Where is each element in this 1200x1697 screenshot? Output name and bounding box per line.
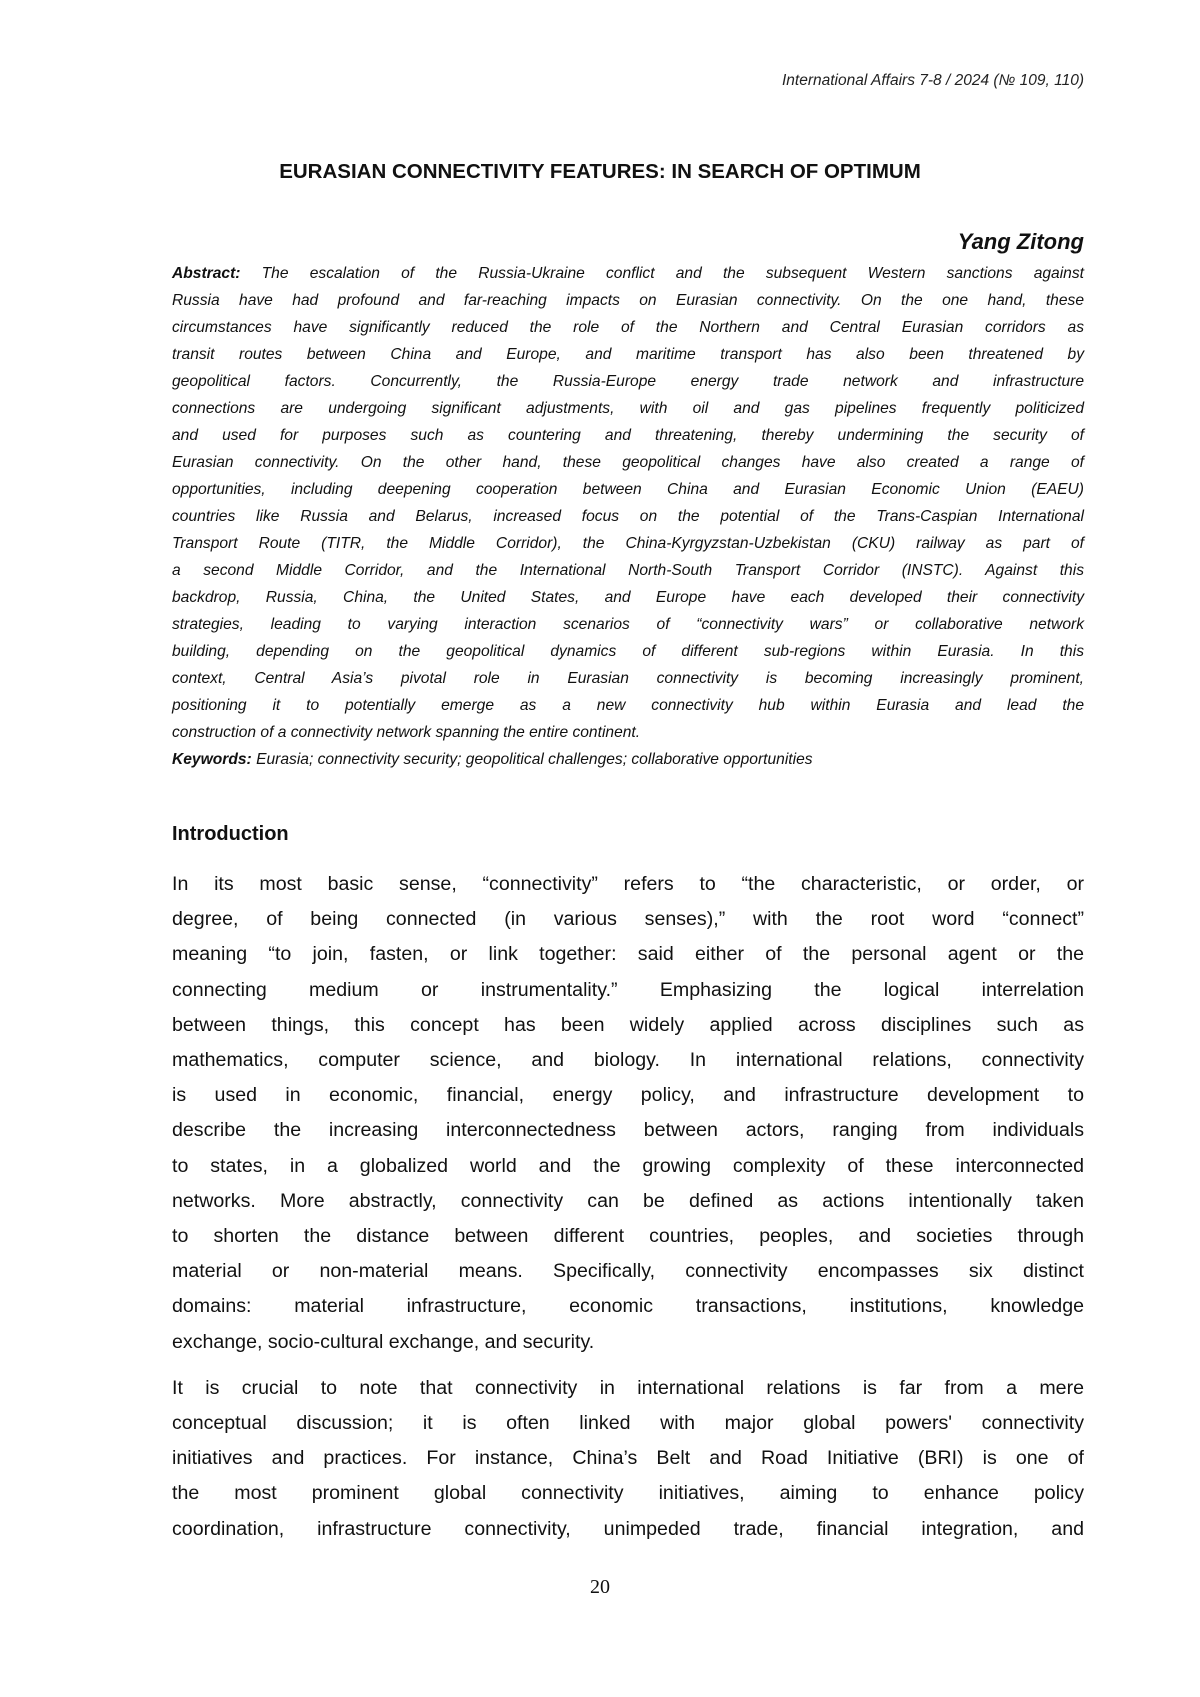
abstract [172,260,1084,773]
article-author: Yang Zitong [958,229,1084,255]
abstract-line: context, Central Asia’s pivotal role in Eurasian connectivity is becoming increasingly prominent, [172,665,1084,692]
abstract-text: The escalation of the Russia-Ukraine conflict and the subsequent Western sanctions against [262,265,1084,282]
abstract-line [172,260,1084,287]
body-paragraph [172,867,1084,1360]
abstract-line: a second Middle Corridor, and the International North-South Transport Corridor (INSTC). Against this [172,557,1084,584]
abstract-line: geopolitical factors. Concurrently, the Russia-Europe energy trade network and infrastructure [172,368,1084,395]
abstract-line: Transport Route (TITR, the Middle Corridor), the China-Kyrgyzstan-Uzbekistan (CKU) railway as part of [172,530,1084,557]
body-line: to shorten the distance between different countries, peoples, and societies through [172,1219,1084,1254]
journal-header: International Affairs 7-8 / 2024 (№ 109, 110) [782,72,1084,90]
abstract-line: opportunities, including deepening cooperation between China and Eurasian Economic Union (EAEU) [172,476,1084,503]
abstract-label: Abstract: [172,265,240,282]
body-line: is used in economic, financial, energy policy, and infrastructure development to [172,1078,1084,1113]
body-line: exchange, socio-cultural exchange, and security. [172,1325,1084,1360]
page-number: 20 [0,1576,1200,1599]
body-paragraph [172,1371,1084,1547]
body-line: degree, of being connected (in various senses),” with the root word “connect” [172,902,1084,937]
abstract-line: positioning it to potentially emerge as a new connectivity hub within Eurasia and lead the [172,692,1084,719]
abstract-line: countries like Russia and Belarus, increased focus on the potential of the Trans-Caspian International [172,503,1084,530]
abstract-line: strategies, leading to varying interaction scenarios of “connectivity wars” or collaborative network [172,611,1084,638]
abstract-line: and used for purposes such as countering and threatening, thereby undermining the security of [172,422,1084,449]
body-line: material or non-material means. Specifically, connectivity encompasses six distinct [172,1254,1084,1289]
body-line: mathematics, computer science, and biology. In international relations, connectivity [172,1043,1084,1078]
body-line: domains: material infrastructure, economic transactions, institutions, knowledge [172,1289,1084,1324]
abstract-line: Eurasian connectivity. On the other hand, these geopolitical changes have also created a range of [172,449,1084,476]
body-line: to states, in a globalized world and the growing complexity of these interconnected [172,1149,1084,1184]
body-line: In its most basic sense, “connectivity” refers to “the characteristic, or order, or [172,867,1084,902]
body-line: It is crucial to note that connectivity in international relations is far from a mere [172,1371,1084,1406]
body-line: the most prominent global connectivity initiatives, aiming to enhance policy [172,1476,1084,1511]
article-title: EURASIAN CONNECTIVITY FEATURES: IN SEARCH OF OPTIMUM [0,160,1200,184]
body-line: initiatives and practices. For instance, China’s Belt and Road Initiative (BRI) is one of [172,1441,1084,1476]
abstract-line: building, depending on the geopolitical dynamics of different sub-regions within Eurasia. In this [172,638,1084,665]
abstract-line: Russia have had profound and far-reaching impacts on Eurasian connectivity. On the one hand, these [172,287,1084,314]
keywords-text: Eurasia; connectivity security; geopolitical challenges; collaborative opportunities [256,751,812,768]
body-line: networks. More abstractly, connectivity can be defined as actions intentionally taken [172,1184,1084,1219]
introduction-body [172,867,1084,1547]
abstract-line: circumstances have significantly reduced the role of the Northern and Central Eurasian corridors as [172,314,1084,341]
body-line: conceptual discussion; it is often linked with major global powers' connectivity [172,1406,1084,1441]
body-line: between things, this concept has been widely applied across disciplines such as [172,1008,1084,1043]
body-line: connecting medium or instrumentality.” Emphasizing the logical interrelation [172,973,1084,1008]
abstract-line: backdrop, Russia, China, the United States, and Europe have each developed their connectivity [172,584,1084,611]
body-line: meaning “to join, fasten, or link together: said either of the personal agent or the [172,937,1084,972]
keywords-label: Keywords: [172,751,252,768]
body-line: coordination, infrastructure connectivity, unimpeded trade, financial integration, and [172,1512,1084,1547]
abstract-line: transit routes between China and Europe, and maritime transport has also been threatened by [172,341,1084,368]
body-line: describe the increasing interconnectedness between actors, ranging from individuals [172,1113,1084,1148]
keywords-line [172,746,1084,773]
section-heading-introduction: Introduction [172,823,289,846]
abstract-line: connections are undergoing significant adjustments, with oil and gas pipelines frequently politicized [172,395,1084,422]
abstract-line: construction of a connectivity network spanning the entire continent. [172,719,1084,746]
